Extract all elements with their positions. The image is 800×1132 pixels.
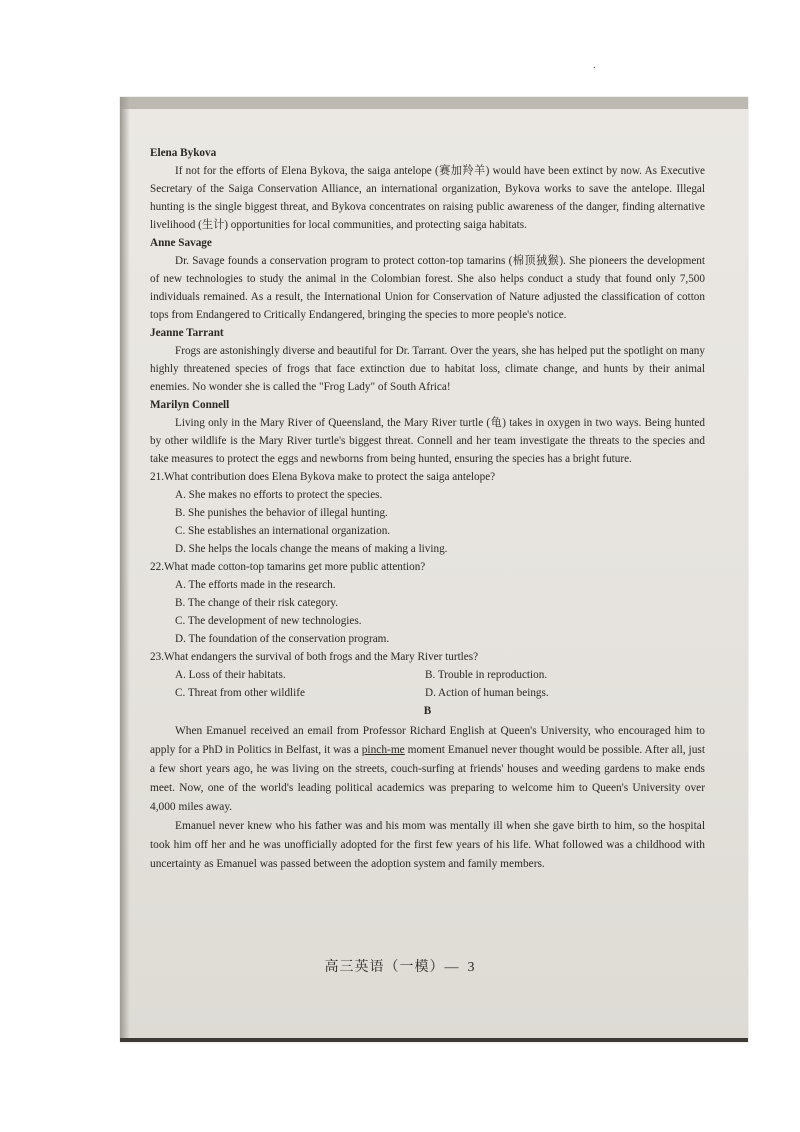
section-text: Living only in the Mary River of Queensland, the Mary River turtle (龟) takes in oxygen in two ways. Being hunted by other wildlife is the Mary River turtle's biggest threat. Connell and her team investigate the threats to the species and take measures to protect the eggs and newborns from being hunted, ensuring the species has a bright future. (150, 417, 705, 465)
question-23 (150, 648, 705, 702)
option-b: B. The change of their risk category. (175, 597, 339, 609)
question-22 (150, 558, 705, 648)
section-name: Elena Bykova (150, 147, 217, 159)
option-b: B. Trouble in reproduction. (425, 669, 548, 681)
section-name: Marilyn Connell (150, 399, 230, 411)
text-run: When Emanuel received an email from Professor Richard English at Queen's University, who encouraged him to apply for a PhD in Politics in Belfast, it was a (150, 725, 705, 756)
underlined-phrase: pinch-me (361, 744, 405, 756)
passage-section-marilyn (150, 396, 705, 468)
scan-left-shadow (120, 97, 130, 1042)
option-d: D. She helps the locals change the means of making a living. (175, 543, 448, 555)
option-row (175, 666, 705, 684)
option-a: A. Loss of their habitats. (175, 669, 286, 681)
page-number: 3 (467, 960, 476, 975)
question-stem: 22.What made cotton-top tamarins get more public attention? (150, 561, 426, 573)
footer-title: 高三英语（一模）— (324, 960, 460, 975)
option-b: B. She punishes the behavior of illegal hunting. (175, 507, 388, 519)
option-d: D. Action of human beings. (425, 687, 549, 699)
text-run: moment Emanuel never thought would be possible. After all, just a few short years ago, he was living on the streets, couch-surfing at friends' houses and weeding gardens to make ends meet. Now, one of the world's leading political academics was preparing to welcome him to Queen's University over 4,000 miles away. (150, 744, 705, 813)
option-row (175, 684, 705, 702)
page-footer (0, 956, 800, 976)
scan-speck: . (593, 60, 596, 71)
passage-section-elena (150, 144, 705, 234)
passage-b-paragraph-2: Emanuel never knew who his father was and his mom was mentally ill when she gave birth to him, so the hospital took him off her and he was unofficially adopted for the first few years of his life. What followed was a childhood with uncertainty as Emanuel was passed between the adoption system and family members. (150, 820, 705, 870)
option-c: C. She establishes an international organization. (175, 525, 391, 537)
section-name: Anne Savage (150, 237, 212, 249)
passage-b (150, 722, 705, 874)
option-a: A. She makes no efforts to protect the species. (175, 489, 383, 501)
section-name: Jeanne Tarrant (150, 327, 224, 339)
exam-content (150, 144, 705, 874)
option-c: C. The development of new technologies. (175, 615, 362, 627)
section-text: If not for the efforts of Elena Bykova, the saiga antelope (赛加羚羊) would have been extinct by now. As Executive Secretary of the Saiga Conservation Alliance, an international organization, Bykova works to save the antelope. Illegal hunting is the single biggest threat, and Bykova concentrates on raising public awareness of the danger, finding alternative livelihood (生计) opportunities for local communities, and protecting saiga habitats. (150, 165, 705, 231)
section-b-label: B (423, 705, 432, 717)
section-text: Frogs are astonishingly diverse and beautiful for Dr. Tarrant. Over the years, she has helped put the spotlight on many highly threatened species of frogs that face extinction due to habitat loss, climate change, and hunts by their animal enemies. No wonder she is called the "Frog Lady" of South Africa! (150, 345, 705, 393)
option-d: D. The foundation of the conservation program. (175, 633, 390, 645)
option-c: C. Threat from other wildlife (175, 687, 305, 699)
question-stem: 21.What contribution does Elena Bykova make to protect the saiga antelope? (150, 471, 496, 483)
passage-b-paragraph-1 (150, 722, 705, 817)
question-stem: 23.What endangers the survival of both frogs and the Mary River turtles? (150, 651, 479, 663)
scan-bottom-edge (120, 1038, 748, 1042)
section-text: Dr. Savage founds a conservation program to protect cotton-top tamarins (棉顶狨猴). She pioneers the development of new technologies to study the animal in the Colombian forest. She also helps conduct a study that found only 7,500 individuals remained. As a result, the International Union for Conservation of Nature adjusted the classification of cotton tops from Endangered to Critically Endangered, bringing the species to more people's notice. (150, 255, 705, 321)
option-a: A. The efforts made in the research. (175, 579, 336, 591)
question-21 (150, 468, 705, 558)
passage-section-anne (150, 234, 705, 324)
scan-top-band (120, 97, 748, 109)
passage-section-jeanne (150, 324, 705, 396)
